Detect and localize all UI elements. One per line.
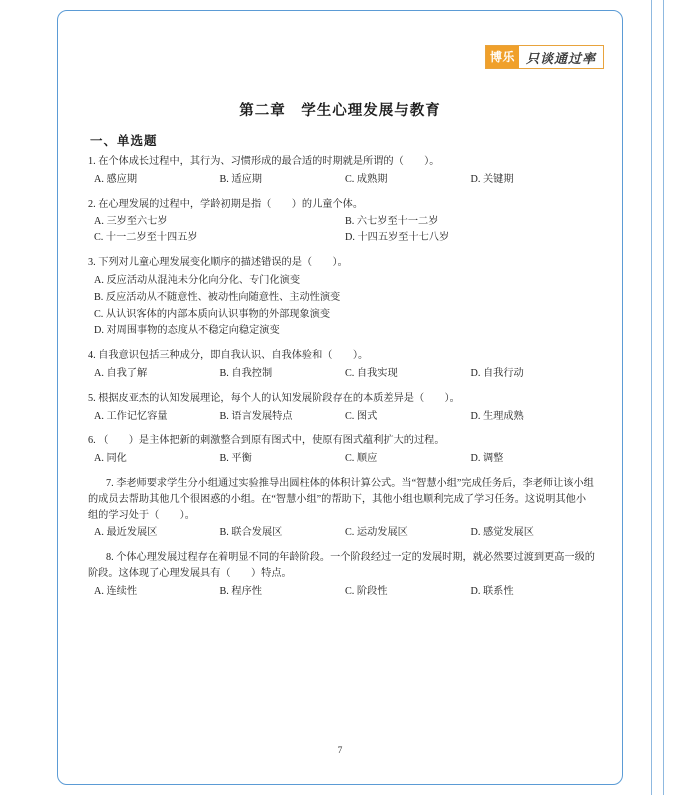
option-row — [88, 214, 596, 230]
question-option[interactable]: A. 三岁至六七岁 — [94, 216, 168, 228]
question-stem: 8. 个体心理发展过程存在着明显不同的年龄阶段。一个阶段经过一定的发展时期，就必然要过渡到更高一级的阶段。这体现了心理发展具有（ ）特点。 — [88, 552, 595, 580]
question-option[interactable]: A. 感应期 — [94, 173, 138, 185]
question-option[interactable]: D. 自我行动 — [470, 367, 524, 379]
question-option[interactable]: D. 调整 — [470, 453, 504, 465]
question-option[interactable]: D. 对周围事物的态度从不稳定向稳定演变 — [94, 325, 280, 337]
page-title: 第二章 学生心理发展与教育 — [239, 103, 441, 119]
question-option[interactable]: B. 六七岁至十一二岁 — [345, 216, 439, 228]
section-title: 一、单选题 — [90, 134, 158, 148]
question-option[interactable]: B. 平衡 — [219, 453, 252, 465]
question-option[interactable]: C. 图式 — [345, 410, 378, 422]
option-row — [88, 366, 596, 382]
option-column — [88, 273, 596, 339]
question-option[interactable]: C. 自我实现 — [345, 367, 398, 379]
question-stem: 6. （ ）是主体把新的刺激整合到原有图式中，使原有图式蕴利扩大的过程。 — [88, 435, 445, 447]
question-stem: 2. 在心理发展的过程中，学龄初期是指（ ）的儿童个体。 — [88, 198, 364, 210]
option-row — [88, 172, 596, 188]
question-stem: 7. 李老师要求学生分小组通过实验推导出圆柱体的体积计算公式。当“智慧小组”完成任务后，李老师让该小组的成员去帮助其他几个很困惑的小组。在“智慧小组”的帮助下，其他小组也顺利完成了学习任务。这说明其他小组的学习处于（ ）。 — [88, 478, 594, 521]
question-item — [88, 255, 596, 339]
question-option[interactable]: A. 反应活动从混沌未分化向分化、专门化演变 — [94, 274, 301, 286]
page-number: 7 — [337, 746, 343, 756]
document-sheet — [57, 10, 623, 785]
question-option[interactable]: C. 成熟期 — [345, 173, 388, 185]
brand-logo-mark: 博乐 — [486, 46, 519, 68]
question-stem: 5. 根据皮亚杰的认知发展理论，每个人的认知发展阶段存在的本质差异是（ ）。 — [88, 392, 460, 404]
question-option[interactable]: C. 从认识客体的内部本质向认识事物的外部现象演变 — [94, 308, 331, 320]
question-option[interactable]: C. 十一二岁至十四五岁 — [94, 232, 198, 244]
question-option[interactable]: B. 语言发展特点 — [219, 410, 293, 422]
question-option[interactable]: A. 工作记忆容量 — [94, 410, 168, 422]
question-option[interactable]: B. 程序性 — [219, 585, 262, 597]
option-row — [88, 451, 596, 467]
question-stem: 1. 在个体成长过程中，其行为、习惯形成的最合适的时期就是所谓的（ ）。 — [88, 156, 440, 167]
question-option[interactable]: A. 连续性 — [94, 585, 138, 597]
option-row — [88, 230, 596, 246]
brand-logo — [485, 45, 604, 69]
option-row — [88, 584, 596, 600]
question-item — [88, 550, 596, 599]
brand-logo-text: 只谈通过率 — [519, 46, 603, 68]
question-option[interactable]: B. 联合发展区 — [219, 527, 283, 539]
question-item — [88, 197, 596, 246]
question-option[interactable]: B. 反应活动从不随意性、被动性向随意性、主动性演变 — [94, 291, 341, 303]
page-edge-rule-outer — [651, 0, 652, 795]
question-option[interactable]: C. 顺应 — [345, 453, 378, 465]
question-list — [88, 154, 596, 609]
question-option[interactable]: A. 自我了解 — [94, 367, 148, 379]
question-option[interactable]: D. 感觉发展区 — [470, 527, 534, 539]
question-option[interactable]: D. 生理成熟 — [470, 410, 524, 422]
question-option[interactable]: D. 联系性 — [470, 585, 514, 597]
question-option[interactable]: C. 阶段性 — [345, 585, 388, 597]
question-option[interactable]: D. 关键期 — [470, 173, 514, 185]
question-stem: 4. 自我意识包括三种成分，即自我认识、自我体验和（ ）。 — [88, 350, 369, 362]
option-row — [88, 409, 596, 425]
question-option[interactable]: A. 最近发展区 — [94, 527, 158, 539]
question-item — [88, 391, 596, 425]
question-stem: 3. 下列对儿童心理发展变化顺序的描述错误的是（ ）。 — [88, 257, 348, 269]
question-option[interactable]: A. 同化 — [94, 453, 127, 465]
question-item — [88, 476, 596, 541]
question-item — [88, 154, 596, 188]
question-option[interactable]: B. 自我控制 — [219, 367, 273, 379]
page-edge-rule-inner — [663, 0, 664, 795]
question-item — [88, 348, 596, 382]
question-item — [88, 433, 596, 467]
question-option[interactable]: D. 十四五岁至十七八岁 — [345, 232, 450, 244]
question-option[interactable]: B. 适应期 — [219, 173, 262, 185]
question-option[interactable]: C. 运动发展区 — [345, 527, 408, 539]
option-row — [88, 525, 596, 541]
